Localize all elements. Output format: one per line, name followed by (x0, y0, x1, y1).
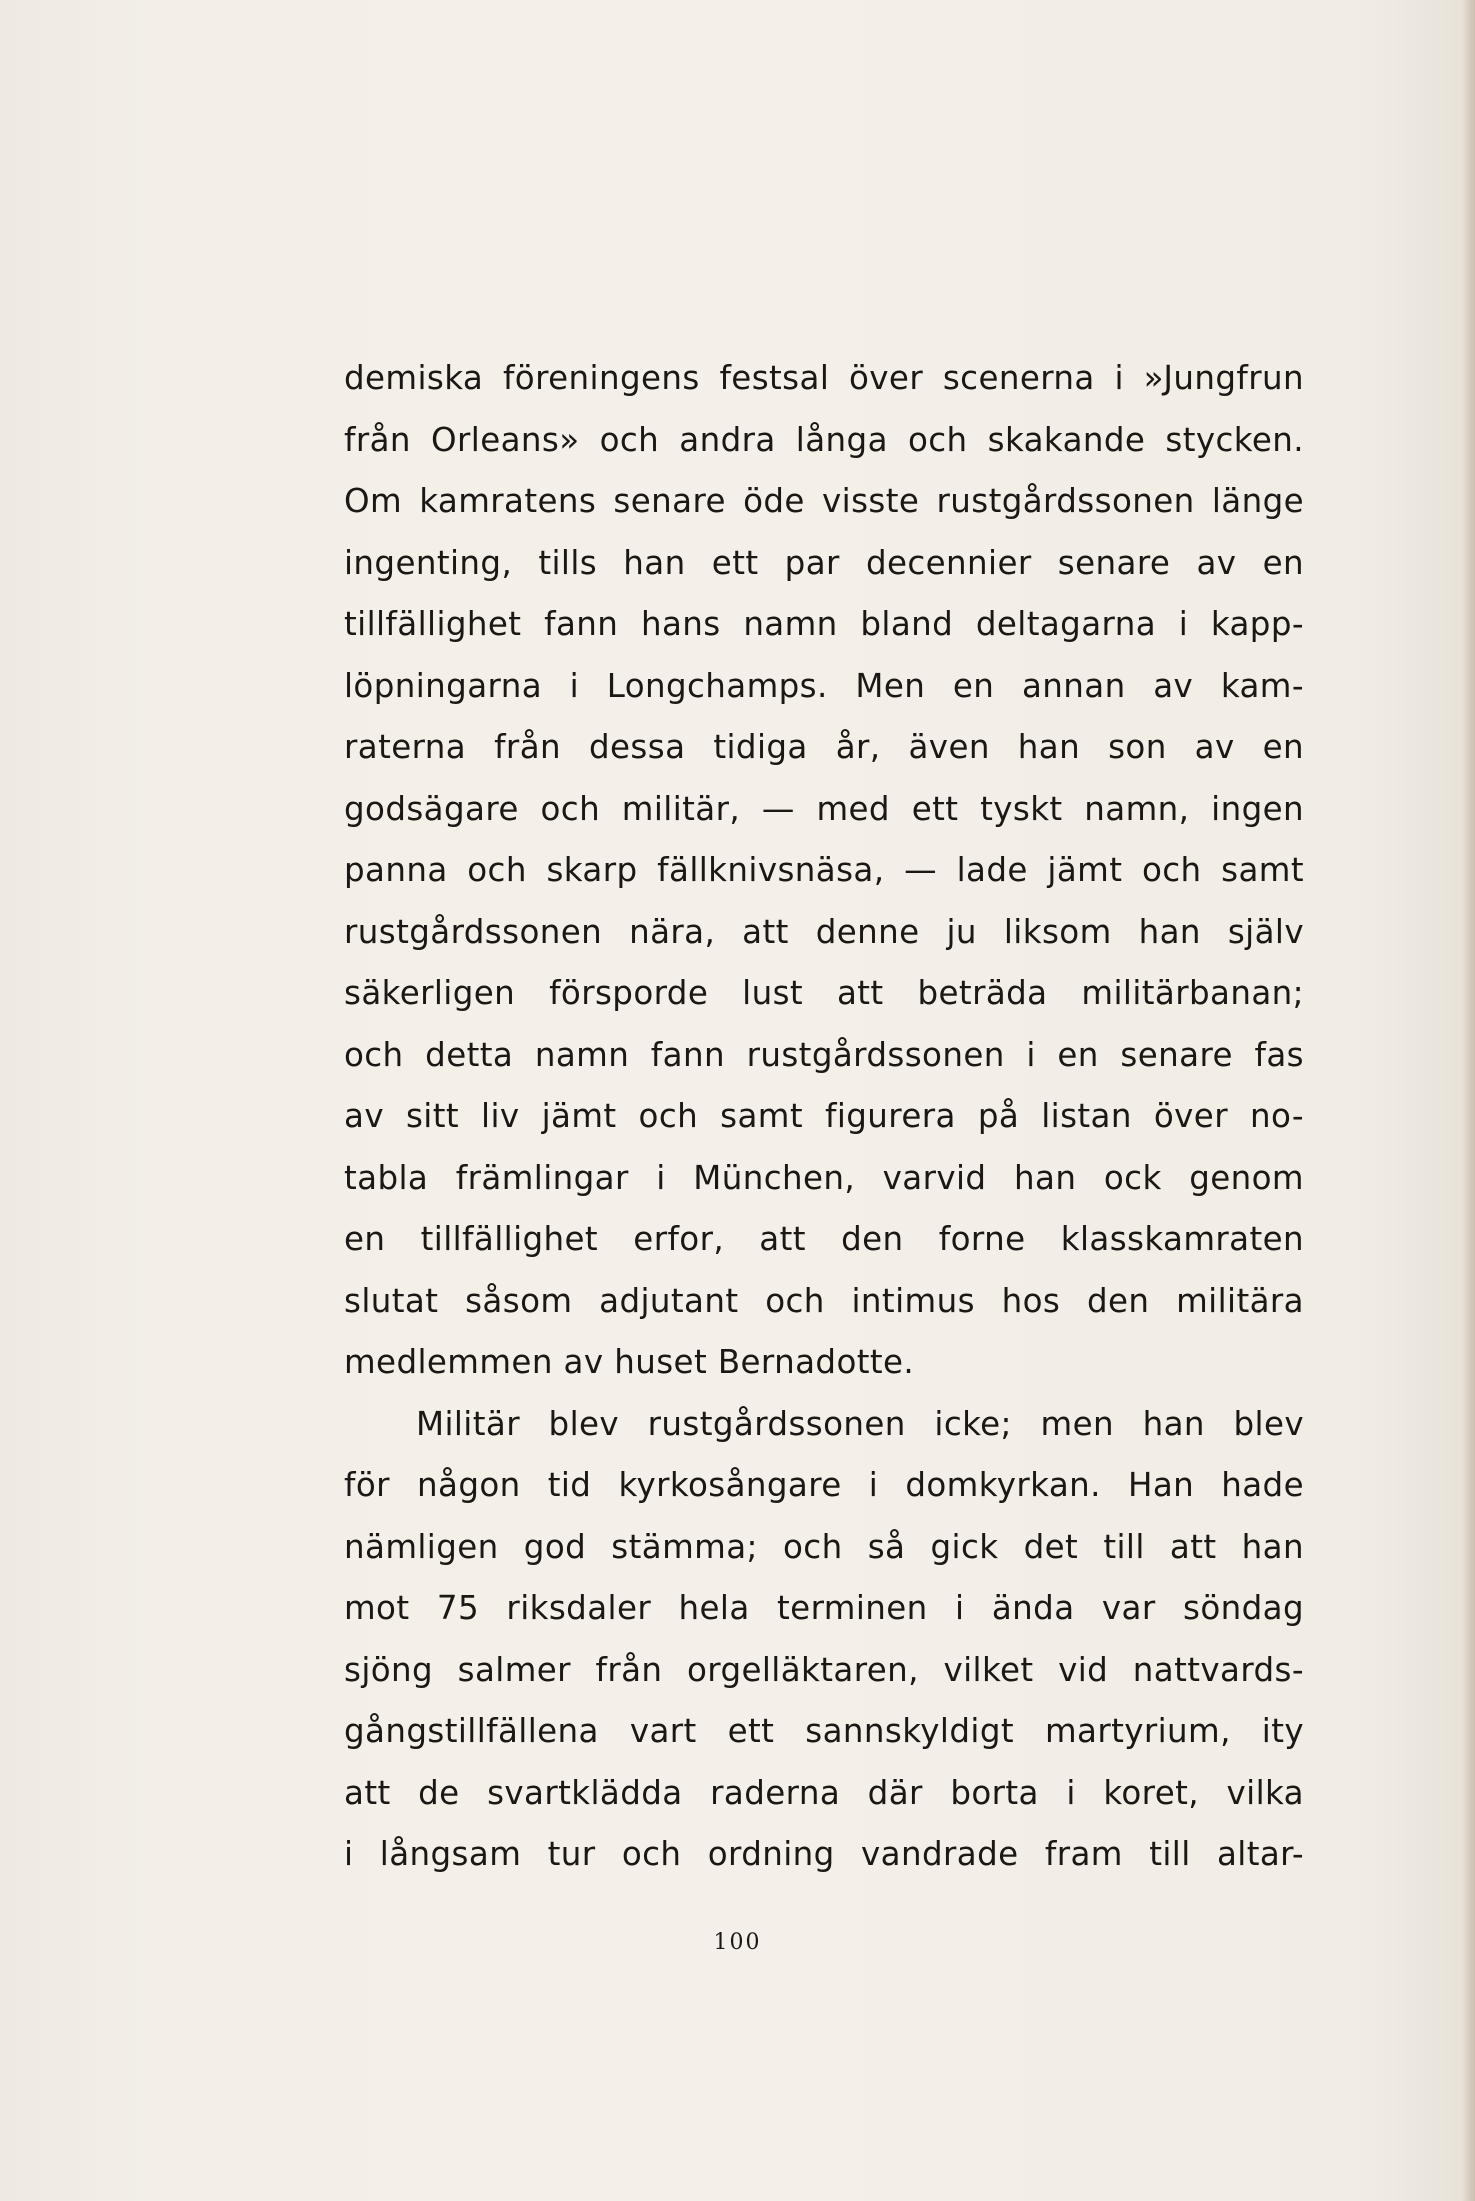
text-line-paragraph-start: Militär blev rustgårdssonen icke; men han blev (416, 1404, 1304, 1443)
page-number: 100 (713, 1930, 762, 1955)
text-line: sjöng salmer från orgelläktaren, vilket vid nattvards- (344, 1650, 1304, 1689)
text-line: Om kamratens senare öde visste rustgårdssonen länge (344, 482, 1304, 520)
text-line: demiska föreningens festsal över scenerna i »Jungfrun (344, 359, 1304, 397)
text-line: för någon tid kyrkosångare i domkyrkan. Han hade (344, 1466, 1304, 1504)
text-line: slutat såsom adjutant och intimus hos den militära (344, 1281, 1304, 1320)
text-line: av sitt liv jämt och samt figurera på listan över no- (344, 1097, 1304, 1135)
text-line: säkerligen försporde lust att beträda militärbanan; (344, 974, 1304, 1012)
page-edge-shadow (1461, 0, 1475, 2201)
text-line: medlemmen av huset Bernadotte. (344, 1343, 915, 1381)
text-line: i långsam tur och ordning vandrade fram till altar- (344, 1835, 1304, 1873)
text-line: nämligen god stämma; och så gick det till att han (344, 1527, 1304, 1566)
text-line: raterna från dessa tidiga år, även han son av en (344, 728, 1304, 766)
text-line: att de svartklädda raderna där borta i koret, vilka (344, 1773, 1304, 1812)
body-text (344, 348, 1304, 1886)
text-line: panna och skarp fällknivsnäsa, — lade jämt och samt (344, 851, 1304, 889)
text-line: en tillfällighet erfor, att den forne klasskamraten (344, 1220, 1304, 1258)
text-line: mot 75 riksdaler hela terminen i ända var söndag (344, 1589, 1304, 1627)
text-line: gångstillfällena vart ett sannskyldigt martyrium, ity (344, 1712, 1304, 1750)
text-line: och detta namn fann rustgårdssonen i en senare fas (344, 1035, 1304, 1074)
text-line: löpningarna i Longchamps. Men en annan av kam- (344, 666, 1304, 705)
text-line: tillfällighet fann hans namn bland deltagarna i kapp- (344, 605, 1304, 643)
text-line: tabla främlingar i München, varvid han ock genom (344, 1158, 1304, 1197)
text-line: från Orleans» och andra långa och skakande stycken. (344, 420, 1304, 459)
text-line: ingenting, tills han ett par decennier senare av en (344, 543, 1304, 582)
text-line: rustgårdssonen nära, att denne ju liksom han själv (344, 912, 1304, 951)
text-line: godsägare och militär, — med ett tyskt namn, ingen (344, 789, 1304, 828)
